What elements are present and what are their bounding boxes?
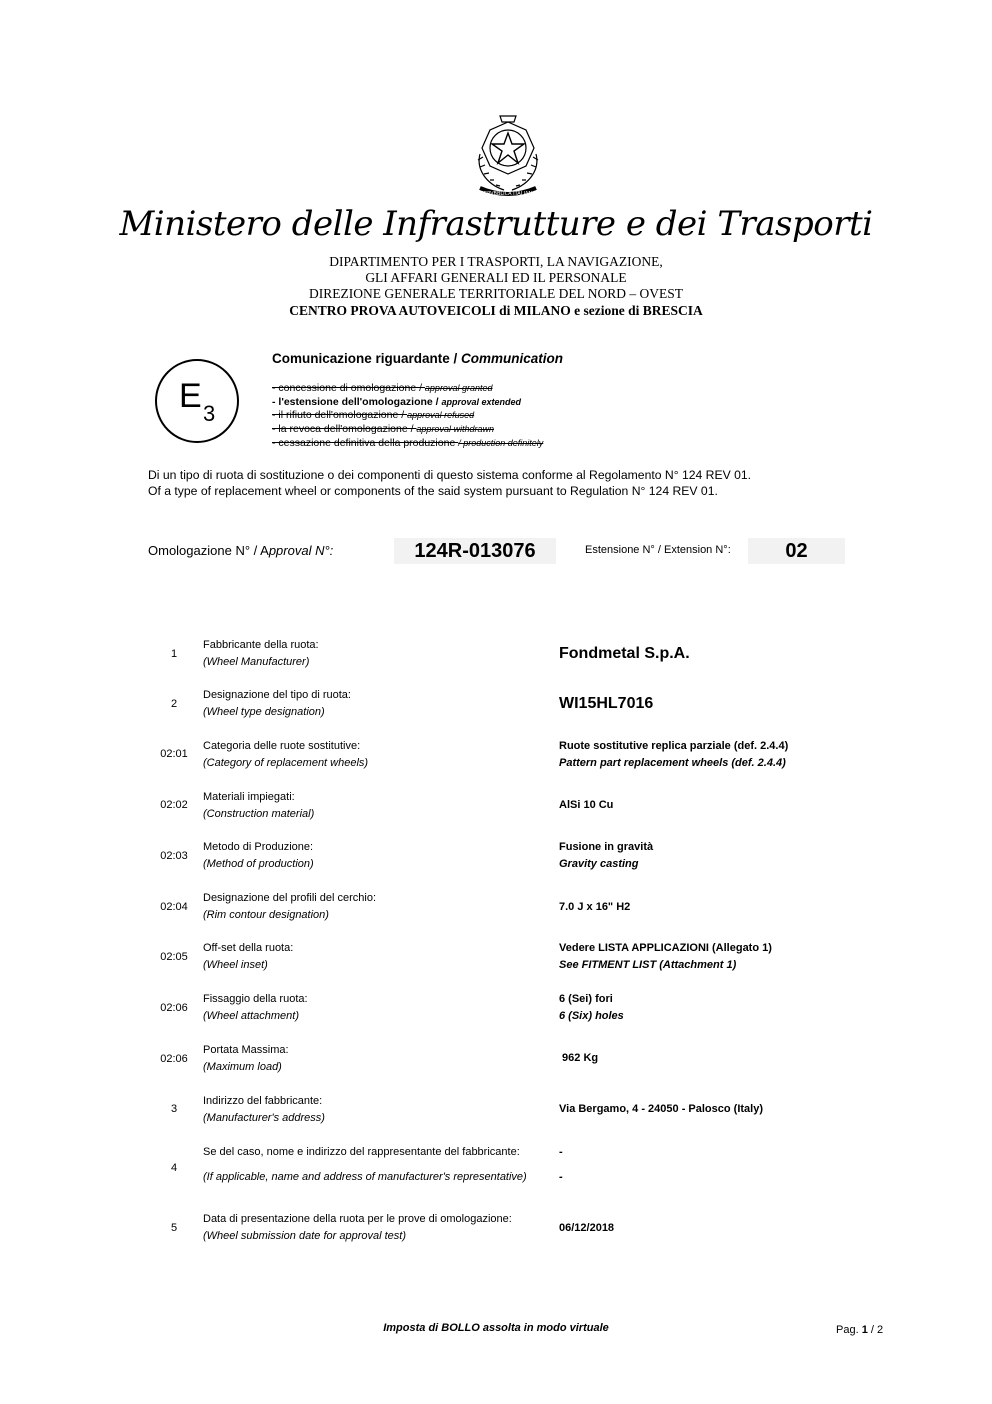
row-value: Fusione in gravità Gravity casting	[559, 841, 654, 870]
department-line-1: DIPARTIMENTO PER I TRASPORTI, LA NAVIGAZIONE,	[329, 254, 663, 269]
row-number: 02:04	[160, 901, 188, 913]
department-line-4: CENTRO PROVA AUTOVEICOLI di MILANO e sezione di BRESCIA	[289, 303, 703, 318]
row-number: 02:03	[160, 850, 188, 862]
row-value: 06/12/2018	[559, 1222, 615, 1234]
row-label: Materiali impiegati: (Construction material)	[203, 791, 315, 820]
department-line-2: GLI AFFARI GENERALI ED IL PERSONALE	[365, 270, 627, 285]
mark-letter: E	[179, 377, 202, 415]
row-label: Portata Massima: (Maximum load)	[203, 1044, 289, 1073]
row-value: Ruote sostitutive replica parziale (def. 2.4.4) Pattern part replacement wheels (def. 2.4.4)	[559, 740, 789, 769]
approval-number: 124R-013076	[394, 538, 556, 564]
row-number: 02:01	[160, 748, 188, 760]
option-production-discontinued: - cessazione definitiva della produzione / production definitely	[272, 437, 544, 449]
department-line-3: DIREZIONE GENERALE TERRITORIALE DEL NORD – OVEST	[309, 286, 683, 301]
row-number: 2	[170, 698, 178, 710]
emblem-label: REPVBBLICA ITALIANA	[480, 191, 536, 197]
row-number: 1	[170, 648, 178, 660]
row-number: 02:06	[160, 1002, 188, 1014]
mark-number: 3	[203, 401, 216, 426]
row-label: Indirizzo del fabbricante: (Manufacturer's address)	[203, 1095, 325, 1124]
row-number: 02:06	[160, 1053, 188, 1065]
row-label: Fissaggio della ruota: (Wheel attachment)	[203, 993, 308, 1022]
stamp-note: Imposta di BOLLO assolta in modo virtuale	[383, 1322, 609, 1334]
row-label: Designazione del tipo di ruota: (Wheel type designation)	[203, 689, 351, 718]
row-value: Via Bergamo, 4 - 24050 - Palosco (Italy)	[559, 1103, 763, 1115]
row-value: AlSi 10 Cu	[559, 799, 614, 811]
option-approval-withdrawn: - la revoca dell'omologazione / approval withdrawn	[272, 423, 494, 435]
row-value: - -	[559, 1146, 563, 1183]
option-approval-granted: - concessione di omologazione / approval granted	[272, 382, 493, 394]
row-value: 6 (Sei) fori 6 (Six) holes	[559, 993, 624, 1022]
row-label: Off-set della ruota: (Wheel inset)	[203, 942, 294, 971]
row-number: 4	[170, 1162, 178, 1174]
extension-number: 02	[748, 538, 845, 564]
row-label: Metodo di Produzione: (Method of production)	[203, 841, 314, 870]
row-number: 5	[170, 1222, 178, 1234]
approval-mark	[155, 359, 239, 443]
row-number: 02:02	[160, 799, 188, 811]
option-approval-extended: - l'estensione dell'omologazione / approval extended	[272, 396, 522, 408]
row-label: Designazione del profili del cerchio: (Rim contour designation)	[203, 892, 377, 921]
emblem-icon	[466, 114, 550, 200]
ministry-title: Ministero delle Infrastrutture e dei Trasporti	[119, 204, 873, 244]
option-approval-refused: - il rifiuto dell'omologazione / approval refused	[272, 409, 475, 421]
row-value: Fondmetal S.p.A.	[559, 645, 690, 662]
row-label: Se del caso, nome e indirizzo del rappresentante del fabbricante: (If applicable, name and address of manufacturer's representative)	[203, 1146, 527, 1183]
row-number: 02:05	[160, 951, 188, 963]
row-value: WI15HL7016	[559, 695, 654, 712]
scope-en: Of a type of replacement wheel or components of the said system pursuant to Regulation N° 124 REV 01.	[148, 484, 718, 498]
communication-title-en: Communication	[461, 351, 564, 366]
extension-label: Estensione N° / Extension N°:	[585, 544, 731, 556]
row-label: Categoria delle ruote sostitutive: (Category of replacement wheels)	[203, 740, 369, 769]
row-number: 3	[170, 1103, 178, 1115]
communication-title: Comunicazione riguardante / Communication	[272, 351, 564, 366]
approval-label: Omologazione N° / Approval N°:	[148, 543, 334, 558]
row-label: Data di presentazione della ruota per le prove di omologazione: (Wheel submission date for approval test)	[203, 1213, 512, 1242]
row-label: Fabbricante della ruota: (Wheel Manufacturer)	[203, 639, 319, 668]
page-number: Pag. 1 / 2	[836, 1324, 884, 1336]
row-value: Vedere LISTA APPLICAZIONI (Allegato 1) See FITMENT LIST (Attachment 1)	[559, 942, 772, 971]
row-value: 7.0 J x 16" H2	[559, 901, 631, 913]
row-value: 962 Kg	[559, 1052, 599, 1064]
scope-it: Di un tipo di ruota di sostituzione o dei componenti di questo sistema conforme al Regolamento N° 124 REV 01.	[148, 468, 752, 482]
